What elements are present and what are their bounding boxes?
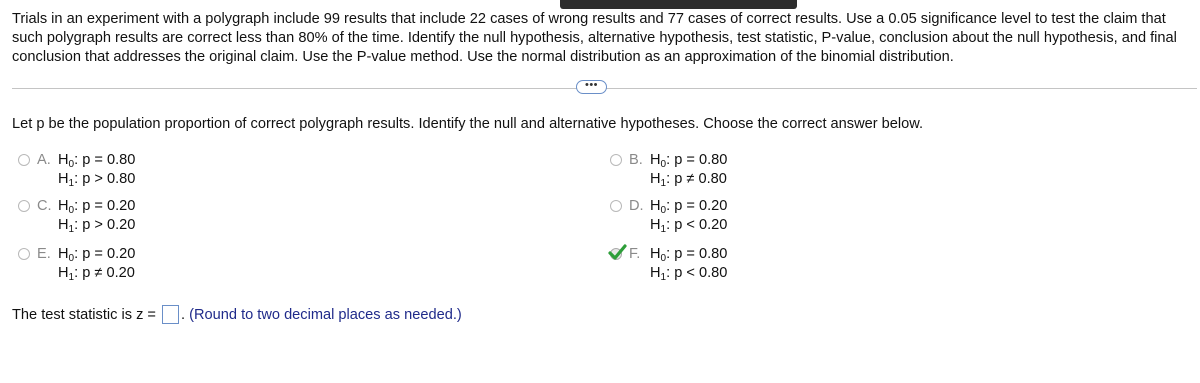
rounding-hint: (Round to two decimal places as needed.)	[189, 307, 462, 323]
choice-b-hypotheses	[650, 151, 727, 189]
null-hypothesis: $H_0$: p = 0.80	[58, 152, 136, 170]
choice-letter: B.	[629, 152, 643, 168]
alt-hypothesis: $H_1$: p ≠ 0.20	[58, 265, 135, 283]
choice-letter: A.	[37, 152, 51, 168]
hypothesis-prompt: Let p be the population proportion of correct polygraph results. Identify the null and alternative hypotheses. Choose the correct answer below.	[12, 116, 924, 132]
alt-hypothesis: $H_1$: p < 0.20	[650, 217, 728, 235]
null-hypothesis: $H_0$: p = 0.80	[650, 152, 728, 170]
alt-hypothesis: $H_1$: p > 0.20	[58, 217, 136, 235]
choice-letter: F.	[629, 246, 641, 262]
choice-letter: D.	[629, 198, 644, 214]
test-statistic-row	[12, 305, 462, 325]
radio-c[interactable]	[18, 200, 30, 212]
radio-a[interactable]	[18, 154, 30, 166]
question-text: Trials in an experiment with a polygraph include 99 results that include 22 cases of wrong results and 77 cases of correct results. Use a 0.05 significance level to test the claim that such polygraph results are correct less than 80% of the time. Identify the null hypothesis, alternative hypothesis, test statistic, P-value, conclusion about the null hypothesis, and final conclusion that addresses the original claim. Use the P-value method. Use the normal distribution as an approximation of the binomial distribution.	[12, 11, 1177, 65]
null-hypothesis: $H_0$: p = 0.20	[650, 198, 728, 216]
null-hypothesis: $H_0$: p = 0.80	[650, 246, 728, 264]
period: .	[181, 307, 186, 323]
test-statistic-input[interactable]	[162, 305, 179, 324]
choice-e-hypotheses	[58, 245, 135, 283]
choice-d-hypotheses	[650, 197, 727, 235]
alt-hypothesis: $H_1$: p > 0.80	[58, 171, 136, 189]
choice-c-hypotheses	[58, 197, 135, 235]
alt-hypothesis: $H_1$: p < 0.80	[650, 265, 728, 283]
radio-b[interactable]	[610, 154, 622, 166]
test-statistic-label: The test statistic is z =	[12, 307, 156, 323]
alt-hypothesis: $H_1$: p ≠ 0.80	[650, 171, 727, 189]
null-hypothesis: $H_0$: p = 0.20	[58, 198, 136, 216]
choice-a-hypotheses	[58, 151, 135, 189]
radio-e[interactable]	[18, 248, 30, 260]
checkmark-icon	[607, 242, 627, 262]
more-button[interactable]: •••	[576, 80, 607, 94]
choice-letter: C.	[37, 198, 52, 214]
choice-letter: E.	[37, 246, 51, 262]
choice-f-hypotheses	[650, 245, 727, 283]
top-bar	[560, 0, 797, 9]
radio-d[interactable]	[610, 200, 622, 212]
null-hypothesis: $H_0$: p = 0.20	[58, 246, 136, 264]
